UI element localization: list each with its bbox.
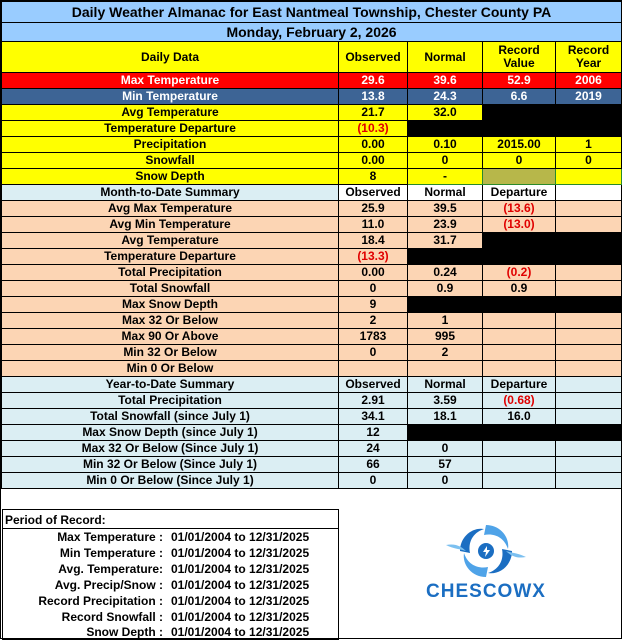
row-label: Avg Temperature [2,233,339,249]
record-value [483,169,556,185]
blank-cell [556,361,622,377]
blank-cell [556,201,622,217]
departure-header: Departure [483,377,556,393]
observed-value: 0 [339,281,408,297]
chescowx-logo [381,521,591,621]
record-year: 2019 [556,89,622,105]
blank-cell [556,329,622,345]
blank-cell [556,345,622,361]
period-label: Record Precipitation : [38,594,163,608]
normal-value: 995 [408,329,483,345]
logo-text: CHESCOWX [426,581,546,602]
blank-cell [483,361,556,377]
observed-value: 13.8 [339,89,408,105]
normal-value: 3.59 [408,393,483,409]
normal-value: 0.24 [408,265,483,281]
departure-value: 16.0 [483,409,556,425]
row-label: Max Temperature [2,73,339,89]
period-value: 01/01/2004 to 12/31/2025 [171,625,310,639]
record-value: 52.9 [483,73,556,89]
blank-cell [556,281,622,297]
row-label: Snow Depth [2,169,339,185]
row-label: Max Snow Depth (since July 1) [2,425,339,441]
observed-header: Observed [339,377,408,393]
ytd-header: Year-to-Date Summary [2,377,339,393]
observed-value: 34.1 [339,409,408,425]
almanac-table [1,1,622,489]
observed-value: 0.00 [339,137,408,153]
blank-cell [556,473,622,489]
normal-header: Normal [408,185,483,201]
row-label: Total Snowfall (since July 1) [2,409,339,425]
mtd-header: Month-to-Date Summary [2,185,339,201]
blank-cell [483,329,556,345]
list-item [3,529,338,545]
observed-value: 1783 [339,329,408,345]
observed-value: 0 [339,345,408,361]
table-row [2,473,622,489]
normal-value: 0.9 [408,281,483,297]
blank-cell [483,473,556,489]
table-row [2,265,622,281]
record-year: 2006 [556,73,622,89]
observed-value: 8 [339,169,408,185]
normal-value: 39.6 [408,73,483,89]
table-row [2,281,622,297]
departure-value: (13.0) [483,217,556,233]
blank-cell [556,265,622,281]
list-item [3,624,338,640]
table-row [2,441,622,457]
blank-cell [556,185,622,201]
table-row [2,233,622,249]
ytd-header-row [2,377,622,393]
blank-cell [556,457,622,473]
table-row [2,457,622,473]
blank-cell [483,105,622,121]
record-year: 1 [556,137,622,153]
observed-value: 2.91 [339,393,408,409]
table-row [2,89,622,105]
row-label: Max 90 Or Above [2,329,339,345]
normal-value: 57 [408,457,483,473]
row-label: Total Precipitation [2,393,339,409]
table-row [2,153,622,169]
blank-cell [408,121,622,137]
blank-cell [408,249,622,265]
blank-cell [483,457,556,473]
observed-value: 18.4 [339,233,408,249]
period-value: 01/01/2004 to 12/31/2025 [171,578,310,592]
period-label: Min Temperature : [59,546,163,560]
observed-value: 0 [339,473,408,489]
row-label: Min 0 Or Below (Since July 1) [2,473,339,489]
normal-value: 18.1 [408,409,483,425]
report-date: Monday, February 2, 2026 [2,23,622,42]
mtd-header-row [2,185,622,201]
period-label: Snow Depth : [86,625,163,639]
table-row [2,73,622,89]
period-label: Avg. Precip/Snow : [54,578,163,592]
normal-value: 1 [408,313,483,329]
observed-value: 24 [339,441,408,457]
row-label: Snowfall [2,153,339,169]
row-label: Total Precipitation [2,265,339,281]
hurricane-icon [381,521,591,581]
table-row [2,137,622,153]
daily-header: Daily Data [2,42,339,73]
row-label: Min 32 Or Below (Since July 1) [2,457,339,473]
table-row [2,297,622,313]
table-row [2,313,622,329]
normal-value: 0 [408,153,483,169]
table-row [2,201,622,217]
departure-header: Departure [483,185,556,201]
period-title: Period of Record: [5,513,106,527]
blank-cell [556,409,622,425]
blank-cell [556,441,622,457]
row-label: Avg Min Temperature [2,217,339,233]
normal-header: Normal [408,42,483,73]
table-row [2,169,622,185]
row-label: Min 32 Or Below [2,345,339,361]
departure-value: (13.6) [483,201,556,217]
list-item [3,593,338,609]
blank-cell [408,297,622,313]
observed-value [339,361,408,377]
list-item [3,545,338,561]
blank-cell [483,345,556,361]
record-value: 2015.00 [483,137,556,153]
normal-value: 0 [408,473,483,489]
blank-cell [483,313,556,329]
row-label: Temperature Departure [2,121,339,137]
row-label: Avg Temperature [2,105,339,121]
normal-value: 24.3 [408,89,483,105]
observed-value: 25.9 [339,201,408,217]
table-row [2,409,622,425]
period-value: 01/01/2004 to 12/31/2025 [171,546,310,560]
normal-value [408,361,483,377]
list-item [3,577,338,593]
normal-header: Normal [408,377,483,393]
observed-value: 0.00 [339,153,408,169]
blank-cell [556,393,622,409]
normal-value: 23.9 [408,217,483,233]
normal-value: 0 [408,441,483,457]
departure-value: (0.2) [483,265,556,281]
observed-value: (10.3) [339,121,408,137]
observed-value: 66 [339,457,408,473]
table-row [2,217,622,233]
observed-value: 0.00 [339,265,408,281]
blank-cell [556,217,622,233]
period-label: Record Snowfall : [61,610,163,624]
row-label: Max Snow Depth [2,297,339,313]
record-value-header: Record Value [483,42,556,73]
table-row [2,121,622,137]
normal-value: 2 [408,345,483,361]
list-item [3,609,338,625]
normal-value: 32.0 [408,105,483,121]
normal-value: - [408,169,483,185]
observed-header: Observed [339,185,408,201]
table-row [2,361,622,377]
period-of-record [2,509,339,640]
observed-value: (13.3) [339,249,408,265]
departure-value: (0.68) [483,393,556,409]
observed-value: 9 [339,297,408,313]
blank-cell [483,233,622,249]
record-year [556,169,622,185]
normal-value: 0.10 [408,137,483,153]
table-row [2,249,622,265]
row-label: Min Temperature [2,89,339,105]
period-value: 01/01/2004 to 12/31/2025 [171,530,310,544]
row-label: Total Snowfall [2,281,339,297]
blank-cell [408,425,622,441]
departure-value: 0.9 [483,281,556,297]
daily-header-row [2,42,622,73]
row-label: Avg Max Temperature [2,201,339,217]
period-value: 01/01/2004 to 12/31/2025 [171,562,310,576]
record-year-header: Record Year [556,42,622,73]
list-item [3,561,338,577]
observed-value: 2 [339,313,408,329]
period-value: 01/01/2004 to 12/31/2025 [171,594,310,608]
record-value: 6.6 [483,89,556,105]
period-label: Avg. Temperature: [58,562,163,576]
page-title: Daily Weather Almanac for East Nantmeal Township, Chester County PA [2,2,622,23]
row-label: Precipitation [2,137,339,153]
observed-value: 21.7 [339,105,408,121]
blank-cell [556,377,622,393]
record-year: 0 [556,153,622,169]
table-row [2,329,622,345]
observed-header: Observed [339,42,408,73]
row-label: Temperature Departure [2,249,339,265]
blank-cell [483,441,556,457]
table-row [2,345,622,361]
row-label: Max 32 Or Below [2,313,339,329]
row-label: Max 32 Or Below (Since July 1) [2,441,339,457]
period-label: Max Temperature : [57,530,163,544]
normal-value: 31.7 [408,233,483,249]
blank-cell [556,313,622,329]
table-row [2,425,622,441]
observed-value: 12 [339,425,408,441]
observed-value: 29.6 [339,73,408,89]
record-value: 0 [483,153,556,169]
row-label: Min 0 Or Below [2,361,339,377]
table-row [2,105,622,121]
observed-value: 11.0 [339,217,408,233]
table-row [2,393,622,409]
period-value: 01/01/2004 to 12/31/2025 [171,610,310,624]
normal-value: 39.5 [408,201,483,217]
